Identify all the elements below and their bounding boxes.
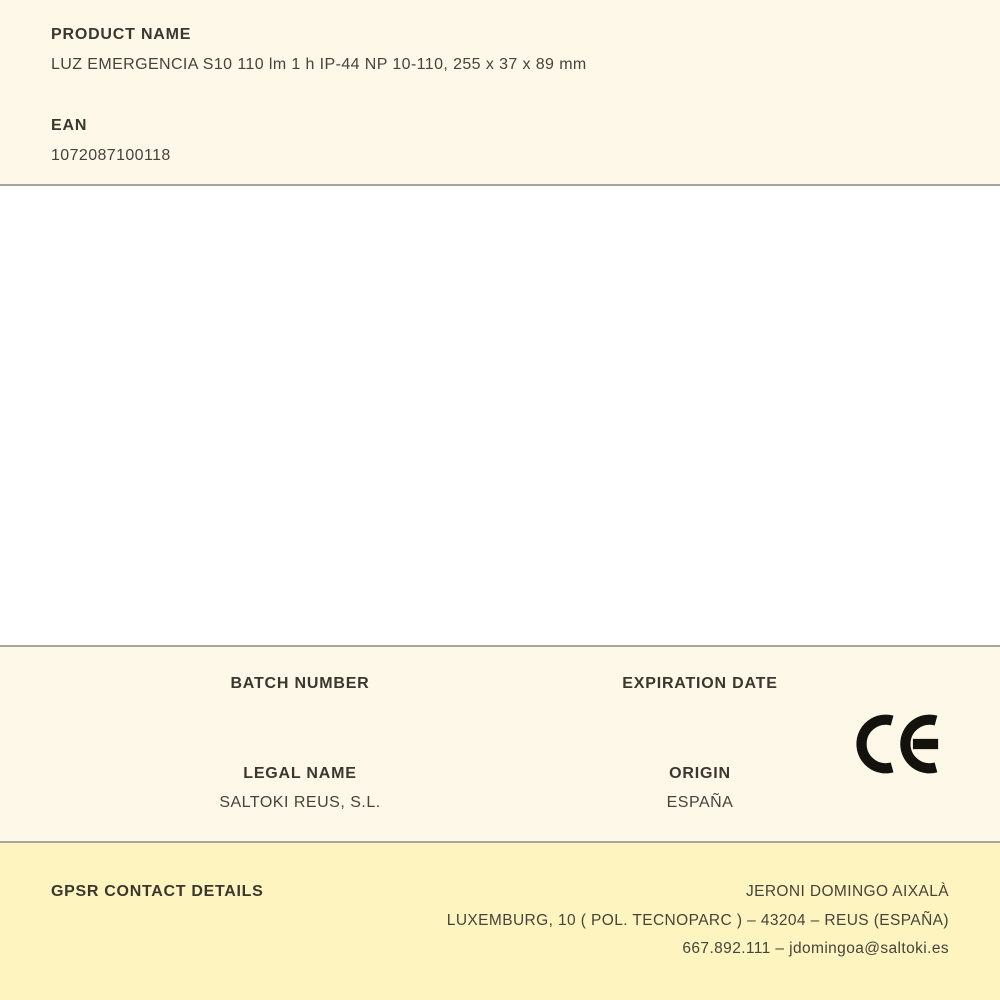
gpsr-contact-block: [447, 878, 949, 964]
expiration-date-label: EXPIRATION DATE: [622, 675, 778, 692]
legal-name-label: LEGAL NAME: [243, 765, 357, 782]
gpsr-contact-phone-email: 667.892.111 – jdomingoa@saltoki.es: [682, 940, 949, 957]
gpsr-contact-label: GPSR CONTACT DETAILS: [51, 883, 264, 900]
origin-label: ORIGIN: [669, 765, 731, 782]
ean-value: 1072087100118: [51, 147, 171, 164]
product-name-value: LUZ EMERGENCIA S10 110 lm 1 h IP-44 NP 10-110, 255 x 37 x 89 mm: [51, 56, 587, 73]
legal-name-value: SALTOKI REUS, S.L.: [219, 794, 381, 811]
gpsr-contact-address: LUXEMBURG, 10 ( POL. TECNOPARC ) – 43204 – REUS (ESPAÑA): [446, 911, 949, 929]
blank-content-area: [0, 186, 1000, 645]
ean-label: EAN: [51, 117, 88, 134]
gpsr-contact-name: JERONI DOMINGO AIXALÀ: [745, 883, 949, 900]
origin-value: ESPAÑA: [666, 794, 734, 811]
details-section: [0, 647, 1000, 841]
product-name-label: PRODUCT NAME: [51, 26, 192, 43]
gpsr-contact-section: [0, 843, 1000, 1000]
product-info-section: [0, 0, 1000, 184]
batch-number-label: BATCH NUMBER: [230, 675, 370, 692]
ce-mark-icon: [856, 713, 940, 775]
